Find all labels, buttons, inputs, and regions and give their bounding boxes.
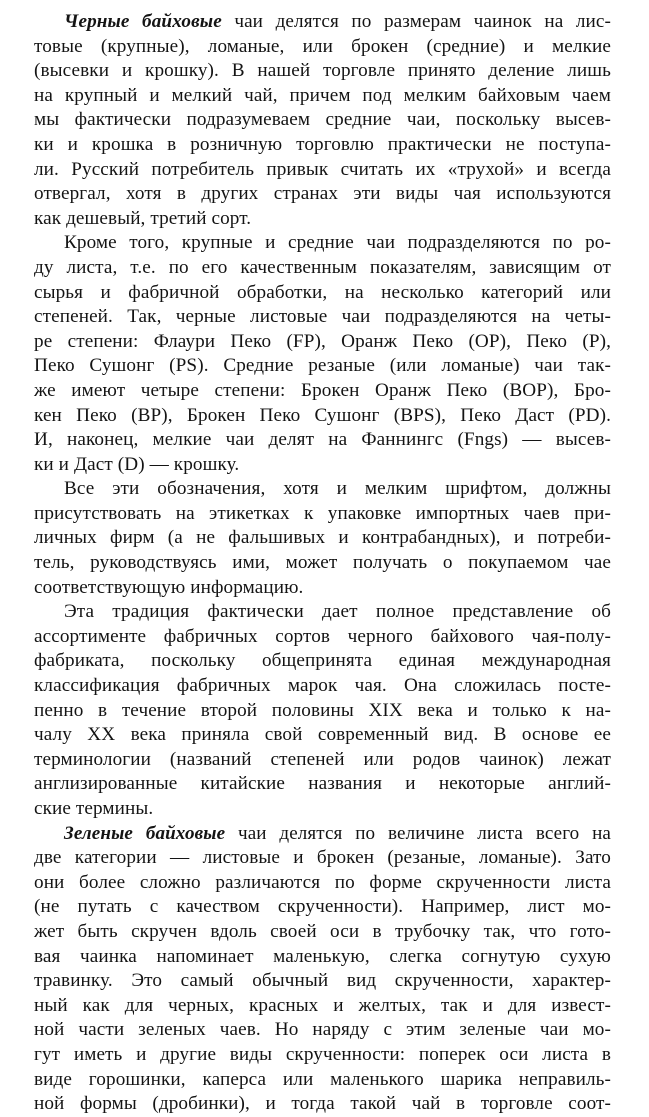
line-text: ной формы (дробинки), и тогда такой чай в торговле соот- <box>34 1093 611 1115</box>
text-line <box>34 330 611 355</box>
paragraph <box>34 231 611 477</box>
line-text: ду листа, т.е. по его качественным показателям, зависящим от <box>34 256 611 278</box>
text-line <box>34 354 611 379</box>
line-text: Кроме того, крупные и средние чаи подразделяются по ро- <box>64 232 611 254</box>
term-heading: Черные байховые <box>64 11 222 32</box>
text-line <box>34 502 611 527</box>
line-text: классификация фабричных марок чая. Она сложилась посте- <box>34 675 611 697</box>
line-text: виде горошинки, каперса или маленького шарика неправиль- <box>34 1068 611 1090</box>
line-text: ной части зеленых чаев. Но наряду с этим зеленые чаи мо- <box>34 1019 611 1041</box>
line-text: как дешевый, третий сорт. <box>34 207 252 229</box>
line-text: пенно в течение второй половины XIX века и только к на- <box>34 699 611 721</box>
text-line <box>34 305 611 330</box>
text-line <box>34 207 611 232</box>
line-text: терминологии (названий степеней или родов чаинок) лежат <box>34 748 611 770</box>
text-line <box>34 576 611 601</box>
text-line <box>34 625 611 650</box>
line-text: две категории — листовые и брокен (резаные, ломаные). Зато <box>34 847 611 869</box>
line-text: мы фактически подразумеваем средние чаи, поскольку высев- <box>34 109 611 131</box>
line-text: соответствующую информацию. <box>34 576 304 598</box>
line-text: Эта традиция фактически дает полное представление об <box>64 601 611 623</box>
line-text: И, наконец, мелкие чаи делят на Фаннингс (Fngs) — высев- <box>34 429 611 451</box>
paragraph <box>34 477 611 600</box>
text-line <box>34 281 611 306</box>
text-line <box>34 1092 611 1117</box>
text-line <box>34 404 611 429</box>
text-line <box>34 453 611 478</box>
line-text: ре степени: Флаури Пеко (FP), Оранж Пеко (OP), Пеко (P), <box>34 330 611 352</box>
text-line <box>34 822 611 847</box>
line-text: сырья и фабричной обработки, на несколько категорий или <box>34 281 611 303</box>
line-text: (не путать с качеством скрученности). Например, лист мо- <box>34 896 611 918</box>
text-line <box>34 477 611 502</box>
line-text: Все эти обозначения, хотя и мелким шрифтом, должны <box>64 478 611 500</box>
text-line <box>34 846 611 871</box>
text-line <box>34 1068 611 1093</box>
text-line <box>34 871 611 896</box>
text-line <box>34 994 611 1019</box>
text-line <box>34 649 611 674</box>
text-line <box>34 748 611 773</box>
line-text: отвергал, хотя в других странах эти виды чая используются <box>34 183 611 205</box>
text-line <box>34 674 611 699</box>
line-text: на крупный и мелкий чай, причем под мелким байховым чаем <box>34 84 611 106</box>
line-text: англизированные китайские названия и некоторые англий- <box>34 773 611 795</box>
line-text: Пеко Сушонг (PS). Средние резаные (или ломаные) чаи так- <box>34 355 611 377</box>
line-text: тель, руководствуясь ими, может получать о покупаемом чае <box>34 552 611 574</box>
line-text: товые (крупные), ломаные, или брокен (средние) и мелкие <box>34 35 611 57</box>
text-line <box>34 379 611 404</box>
book-page-text <box>34 10 611 1117</box>
term-heading: Зеленые байховые <box>64 822 226 844</box>
text-line <box>34 895 611 920</box>
paragraph <box>34 600 611 821</box>
line-text: кен Пеко (BP), Брокен Пеко Сушонг (BPS), Пеко Даст (PD). <box>34 404 611 426</box>
line-text: присутствовать на этикетках к упаковке импортных чаев при- <box>34 502 611 524</box>
text-line <box>34 133 611 158</box>
text-line <box>34 108 611 133</box>
line-text: личных фирм (а не фальшивых и контрабандных), и потреби- <box>34 527 611 549</box>
line-text: ассортименте фабричных сортов черного байхового чая-полу- <box>34 625 611 647</box>
text-line <box>34 526 611 551</box>
paragraph <box>34 10 611 231</box>
line-text: гут иметь и другие виды скрученности: поперек оси листа в <box>34 1043 611 1065</box>
line-text: ские термины. <box>34 798 154 819</box>
text-line <box>34 182 611 207</box>
text-line <box>34 158 611 183</box>
line-text: ки и Даст (D) — крошку. <box>34 453 240 475</box>
line-text: вая чаинка напоминает маленькую, слегка согнутую сухую <box>34 945 611 967</box>
paragraph <box>34 822 611 1117</box>
text-line <box>34 920 611 945</box>
line-text: чалу XX века приняла свой современный вид. В основе ее <box>34 724 611 746</box>
text-line <box>34 723 611 748</box>
text-line <box>34 945 611 970</box>
line-text: ли. Русский потребитель привык считать их «трухой» и всегда <box>34 158 611 180</box>
line-text: они более сложно различаются по форме скрученности листа <box>34 871 611 893</box>
text-line <box>34 428 611 453</box>
line-text: фабриката, поскольку общепринята единая международная <box>34 650 611 672</box>
text-line <box>34 10 611 35</box>
text-line <box>34 59 611 84</box>
text-line <box>34 797 611 822</box>
text-line <box>34 1018 611 1043</box>
text-line <box>34 35 611 60</box>
line-text: ки и крошка в розничную торговлю практически не поступа- <box>34 133 611 155</box>
line-text: же имеют четыре степени: Брокен Оранж Пеко (BOP), Бро- <box>34 379 611 401</box>
text-line <box>34 699 611 724</box>
line-text: чаи делятся по размерам чаинок на лис- <box>221 11 611 32</box>
line-text: чаи делятся по величине листа всего на <box>225 822 611 844</box>
text-line <box>34 969 611 994</box>
text-line <box>34 256 611 281</box>
line-text: травинку. Это самый обычный вид скрученности, характер- <box>34 970 611 992</box>
line-text: (высевки и крошку). В нашей торговле принято деление лишь <box>34 60 611 82</box>
text-line <box>34 600 611 625</box>
text-line <box>34 1043 611 1068</box>
text-line <box>34 551 611 576</box>
text-line <box>34 84 611 109</box>
line-text: жет быть скручен вдоль своей оси в трубочку так, что гото- <box>34 920 611 942</box>
text-line <box>34 772 611 797</box>
line-text: степеней. Так, черные листовые чаи подразделяются на четы- <box>34 306 611 328</box>
line-text: ный как для черных, красных и желтых, так и для извест- <box>34 994 611 1016</box>
text-line <box>34 231 611 256</box>
